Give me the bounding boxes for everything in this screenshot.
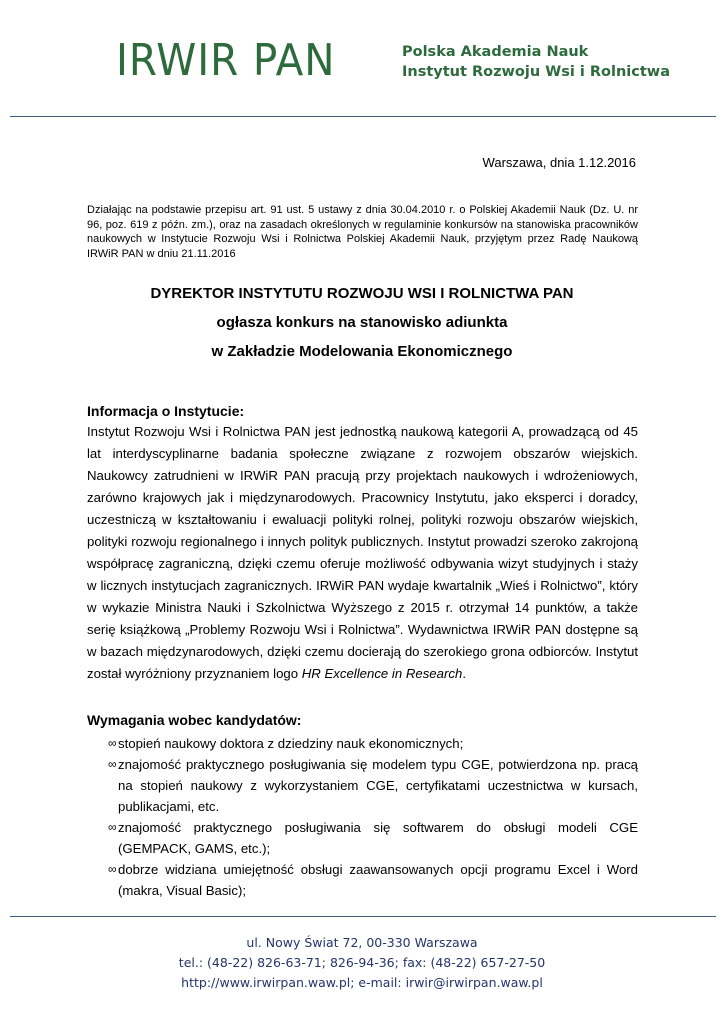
footer-phones: tel.: (48-22) 826-63-71; 826-94-36; fax: (48-22) 657-27-50 xyxy=(178,955,546,970)
infinity-bullet-icon: ∞ xyxy=(108,820,117,834)
document-date: Warszawa, dnia 1.12.2016 xyxy=(482,155,636,170)
letterhead-subtitle-1: Polska Akademia Nauk xyxy=(402,44,589,60)
list-item xyxy=(87,754,638,817)
infinity-bullet-icon: ∞ xyxy=(108,757,117,771)
announcement-title: DYREKTOR INSTYTUTU ROZWOJU WSI I ROLNICTWA PAN xyxy=(150,285,574,302)
letterhead-subtitle-2: Instytut Rozwoju Wsi i Rolnictwa xyxy=(402,64,670,80)
infinity-bullet-icon: ∞ xyxy=(108,736,117,750)
footer-divider xyxy=(10,916,716,917)
requirement-text: stopień naukowy doktora z dziedziny nauk ekonomicznych; xyxy=(118,736,464,751)
list-item xyxy=(87,859,638,901)
header-divider xyxy=(10,116,716,117)
footer-web-contact: http://www.irwirpan.waw.pl; e-mail: irwir@irwirpan.waw.pl xyxy=(181,975,543,990)
legal-basis-paragraph: Działając na podstawie przepisu art. 91 ust. 5 ustawy z dnia 30.04.2010 r. o Polskiej Akademii Nauk (Dz. U. nr 96, poz. 619 z późn. zm.), oraz na zasadach określonych w regulaminie konkursów na stanowiska pracowników naukowych w Instytucie Rozwoju Wsi i Rolnictwa Polskiej Akademii Nauk, przyjętym przez Radę Naukową IRWiR PAN w dniu 21.11.2016 xyxy=(87,204,638,260)
announcement-subtitle: ogłasza konkurs na stanowisko adiunkta xyxy=(216,314,508,331)
requirement-text: znajomość praktycznego posługiwania się modelem typu CGE, potwierdzona np. pracą na stopień naukowy z wykorzystaniem CGE, certyfikatami uczestnictwa w kursach, publikacjami, etc. xyxy=(118,757,638,814)
list-item xyxy=(87,817,638,859)
requirements-heading: Wymagania wobec kandydatów: xyxy=(87,712,302,728)
letterhead xyxy=(0,0,724,116)
irwir-logo: IRWIR PAN xyxy=(116,35,336,86)
infinity-bullet-icon: ∞ xyxy=(108,862,117,876)
institute-info-text: Instytut Rozwoju Wsi i Rolnictwa PAN jest jednostką naukową kategorii A, prowadzącą od 45 lat interdyscyplinarne badania społeczne związane z rozwojem obszarów wiejskich. Naukowcy zatrudnieni w IRWiR PAN pracują przy projektach naukowych i wdrożeniowych, zarówno krajowych jak i międzynarodowych. Pracownicy Instytutu, jako eksperci i doradcy, uczestniczą w kształtowaniu i ewaluacji polityki rolnej, polityki rozwoju obszarów wiejskich, polityki rozwoju regionalnego i innych polityk publicznych. Instytut prowadzi szeroko zakrojoną współpracę zagraniczną, dzięki czemu oferuje możliwość odbywania wizyt studyjnych i staży w licznych instytucjach zagranicznych. IRWiR PAN wydaje kwartalnik „Wieś i Rolnictwo”, który w wykazie Ministra Nauki i Szkolnictwa Wyższego z 2015 r. otrzymał 14 punktów, a także serię książkową „Problemy Rozwoju Wsi i Rolnictwa”. Wydawnictwa IRWiR PAN dostępne są w bazach międzynarodowych, dzięki czemu docierają do szerokiego grona odbiorców. Instytut został wyróżniony przyznaniem logo xyxy=(87,424,638,681)
list-item xyxy=(87,733,638,754)
institute-info-heading: Informacja o Instytucie: xyxy=(87,403,245,419)
footer-address: ul. Nowy Świat 72, 00-330 Warszawa xyxy=(246,935,478,950)
requirement-text: znajomość praktycznego posługiwania się softwarem do obsługi modeli CGE (GEMPACK, GAMS, etc.); xyxy=(118,820,638,856)
hr-excellence-text: HR Excellence in Research xyxy=(301,666,463,681)
institute-info-paragraph xyxy=(87,421,638,685)
paragraph-end: . xyxy=(462,666,466,681)
requirements-list xyxy=(87,733,638,901)
requirement-text: dobrze widziana umiejętność obsługi zaawansowanych opcji programu Excel i Word (makra, Visual Basic); xyxy=(118,862,638,898)
announcement-department: w Zakładzie Modelowania Ekonomicznego xyxy=(211,343,513,360)
